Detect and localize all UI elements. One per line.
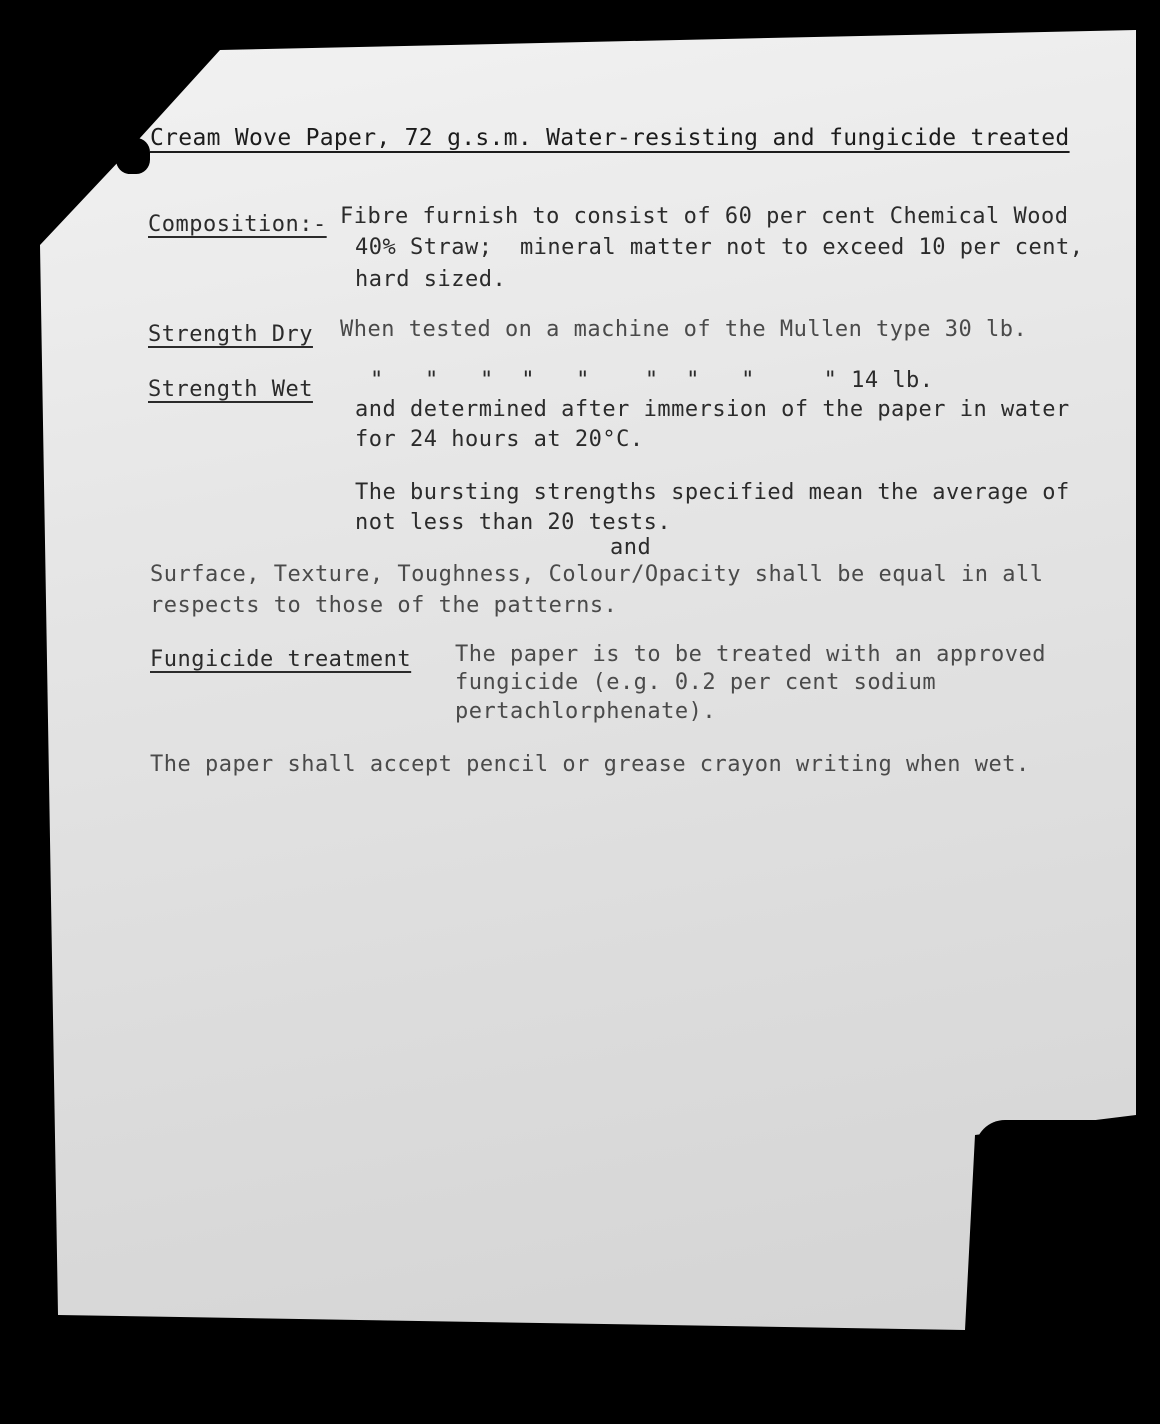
composition-label: Composition:- [148,212,327,237]
strength-wet-label: Strength Wet [148,377,313,402]
strength-dry-text: When tested on a machine of the Mullen type 30 lb. [340,317,1028,342]
strength-wet-line-2: for 24 hours at 20°C. [355,427,644,452]
punch-hole-mark [116,138,150,174]
fungicide-line-3: pertachlorphenate). [455,699,717,724]
fungicide-line-1: The paper is to be treated with an approved [455,642,1047,667]
strength-dry-label: Strength Dry [148,322,313,347]
closing-sentence: The paper shall accept pencil or grease crayon writing when wet. [150,752,1030,777]
document-title: Cream Wove Paper, 72 g.s.m. Water-resisting and fungicide treated [150,125,1070,151]
surface-line-1: Surface, Texture, Toughness, Colour/Opacity shall be equal in all [150,562,1044,587]
bursting-line-2: not less than 20 tests. [355,510,672,535]
strength-wet-line-1: and determined after immersion of the paper in water [355,397,1070,422]
connector-and: and [610,535,652,560]
fungicide-line-2: fungicide (e.g. 0.2 per cent sodium [455,670,937,695]
fungicide-label: Fungicide treatment [150,647,412,672]
composition-line-1: Fibre furnish to consist of 60 per cent Chemical Wood [340,204,1069,229]
composition-line-2: 40% Straw; mineral matter not to exceed 10 per cent, [355,235,1084,260]
composition-line-3: hard sized. [355,267,507,292]
torn-corner-patch [975,1120,1160,1424]
bursting-line-1: The bursting strengths specified mean the average of [355,480,1070,505]
surface-line-2: respects to those of the patterns. [150,593,618,618]
strength-wet-ditto-line: " " " " " " " " " 14 lb. [370,368,934,393]
